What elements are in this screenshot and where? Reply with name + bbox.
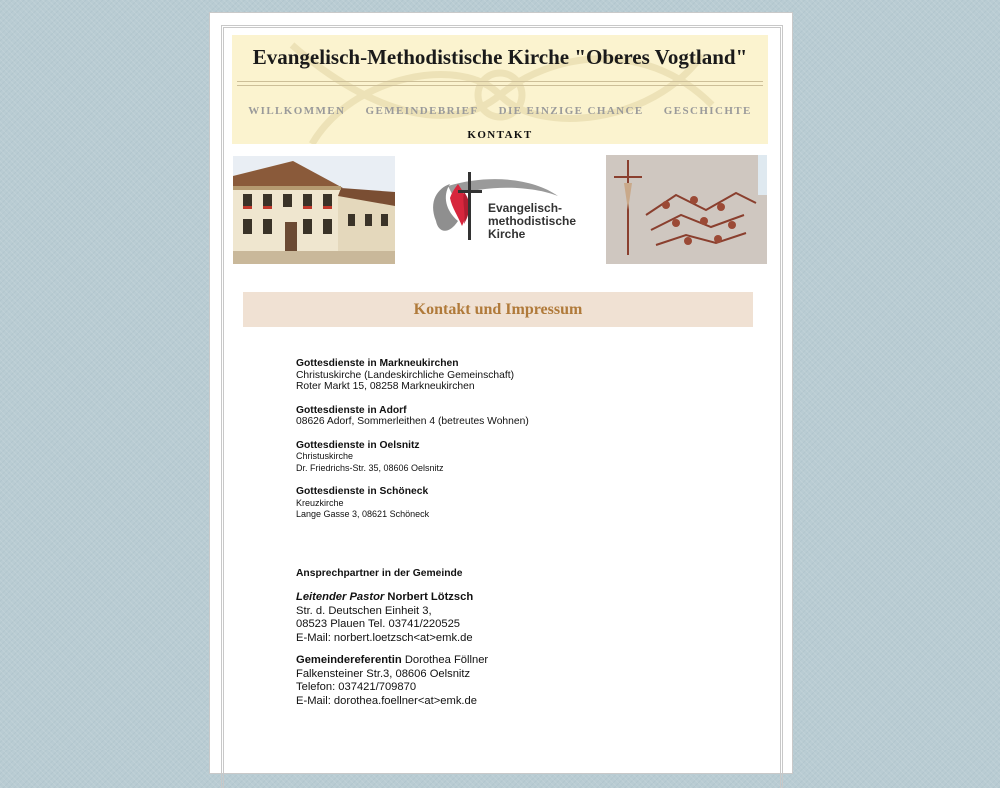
nav-item-kontakt[interactable]: KONTAKT	[467, 129, 533, 141]
svg-text:methodistische: methodistische	[488, 214, 577, 228]
service-line: Roter Markt 15, 08258 Markneukirchen	[296, 381, 475, 392]
nav-item-gemeindebrief[interactable]: GEMEINDEBRIEF	[365, 105, 479, 117]
service-line: 08626 Adorf, Sommerleithen 4 (betreutes Wohnen)	[296, 416, 529, 427]
service-heading: Gottesdienste in Markneukirchen	[296, 358, 459, 369]
nav-item-geschichte[interactable]: GESCHICHTE	[663, 105, 752, 117]
svg-text:Kirche: Kirche	[488, 227, 526, 241]
referentin-phone: Telefon: 037421/709870	[296, 681, 417, 693]
site-title: Evangelisch-Methodistische Kirche "Oberes Vogtland"	[252, 45, 748, 69]
service-heading: Gottesdienste in Oelsnitz	[296, 439, 420, 451]
pastor-role: Leitender Pastor	[296, 591, 385, 603]
referentin-email: E-Mail: dorothea.foellner<at>emk.de	[296, 694, 477, 707]
pastor-email: E-Mail: norbert.loetzsch<at>emk.de	[296, 631, 473, 644]
nav-item-die-einzige-chance[interactable]: DIE EINZIGE CHANCE	[498, 105, 644, 117]
service-line: Kreuzkirche	[296, 497, 344, 508]
service-line: Christuskirche	[296, 451, 354, 461]
service-line: Christuskirche (Landeskirchliche Gemeinschaft)	[296, 369, 515, 381]
service-line: Lange Gasse 3, 08621 Schöneck	[296, 509, 430, 519]
service-heading: Gottesdienste in Schöneck	[296, 486, 429, 497]
emk-logo	[428, 166, 578, 248]
site-header	[232, 35, 768, 144]
section-title: Kontakt und Impressum	[413, 301, 583, 318]
contacts-heading: Ansprechpartner in der Gemeinde	[296, 567, 463, 579]
service-heading: Gottesdienste in Adorf	[296, 404, 407, 416]
service-line: Dr. Friedrichs-Str. 35, 08606 Oelsnitz	[296, 462, 444, 473]
page-container	[209, 12, 793, 774]
main-navigation	[232, 99, 768, 144]
referentin-name: Dorothea Föllner	[404, 654, 489, 666]
referentin-address: Falkensteiner Str.3, 08606 Oelsnitz	[296, 667, 471, 680]
contact-content	[296, 358, 716, 708]
referentin-role: Gemeindereferentin	[296, 654, 402, 666]
pastor-phone: 08523 Plauen Tel. 03741/220525	[296, 618, 461, 630]
church-building-photo	[233, 156, 395, 264]
pastor-address: Str. d. Deutschen Einheit 3,	[296, 604, 432, 617]
pastor-name: Norbert Lötzsch	[387, 591, 474, 603]
church-mural-photo	[606, 155, 767, 264]
header-divider	[237, 81, 763, 86]
svg-text:Evangelisch-: Evangelisch-	[488, 201, 563, 215]
nav-item-willkommen[interactable]: WILLKOMMEN	[248, 105, 346, 117]
section-header	[243, 292, 753, 327]
